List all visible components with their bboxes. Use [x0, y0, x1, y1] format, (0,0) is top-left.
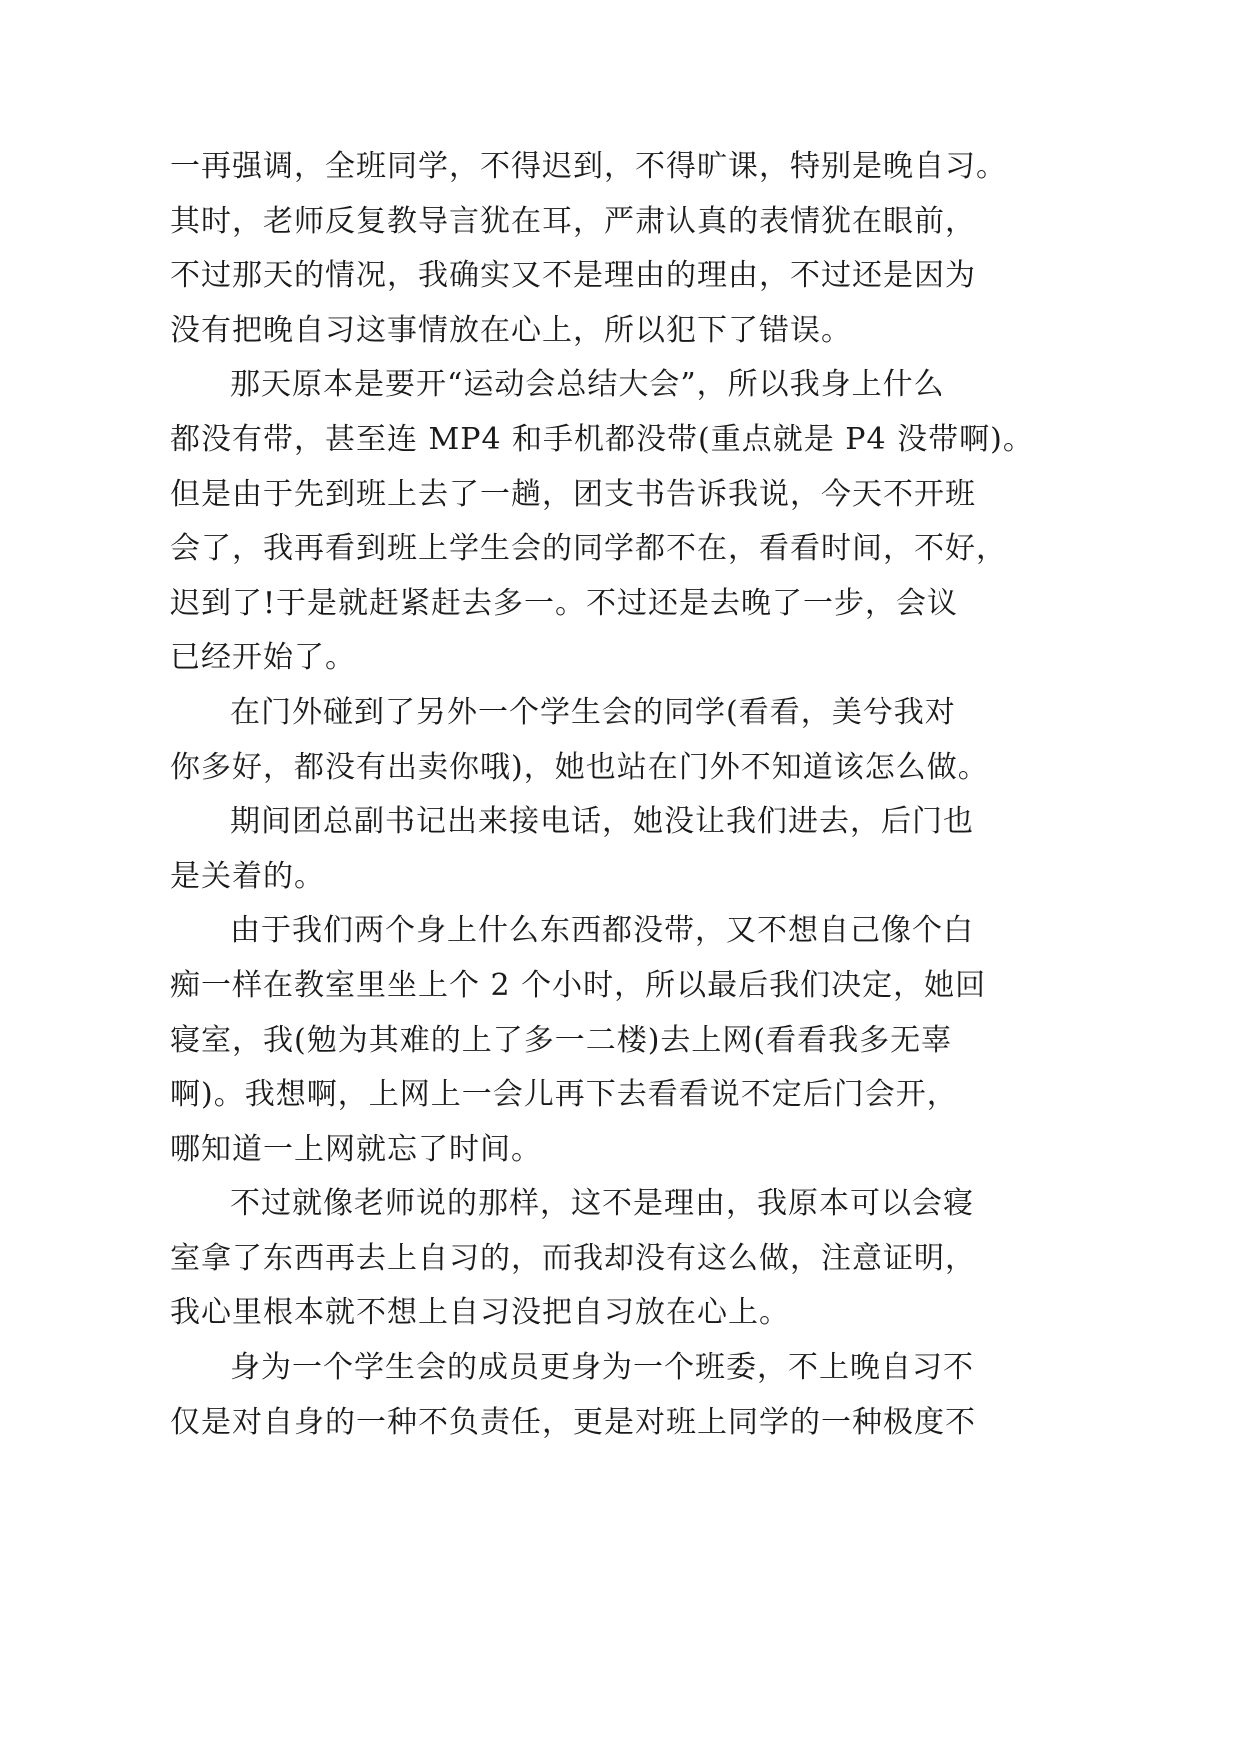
document-body [170, 140, 1034, 1450]
text-line: 是关着的。 [170, 858, 325, 894]
text-line: 其时，老师反复教导言犹在耳，严肃认真的表情犹在眼前， [170, 203, 976, 239]
text-line: 你多好，都没有出卖你哦)，她也站在门外不知道该怎么做。 [170, 749, 989, 785]
text-line: 痴一样在教室里坐上个 2 个小时，所以最后我们决定，她回 [170, 967, 987, 1003]
text-line: 会了，我再看到班上学生会的同学都不在，看看时间，不好， [170, 531, 1007, 567]
paragraph-first-line: 由于我们两个身上什么东西都没带，又不想自己像个白 [230, 913, 974, 949]
paragraph-first-line: 期间团总副书记出来接电话，她没让我们进去，后门也 [230, 804, 974, 840]
text-line: 但是由于先到班上去了一趟，团支书告诉我说，今天不开班 [170, 476, 976, 512]
text-line: 哪知道一上网就忘了时间。 [170, 1131, 542, 1167]
text-line: 啊)。我想啊，上网上一会儿再下去看看说不定后门会开， [170, 1077, 958, 1113]
text-line: 不过那天的情况，我确实又不是理由的理由，不过还是因为 [170, 258, 976, 294]
text-line: 一再强调，全班同学，不得迟到，不得旷课，特别是晚自习。 [170, 149, 1007, 184]
text-line: 仅是对自身的一种不负责任，更是对班上同学的一种极度不 [170, 1404, 976, 1440]
text-line: 我心里根本就不想上自习没把自习放在心上。 [170, 1295, 790, 1331]
text-line: 室拿了东西再去上自习的，而我却没有这么做，注意证明， [170, 1240, 976, 1276]
text-line: 迟到了!于是就赶紧赶去多一。不过还是去晚了一步，会议 [170, 585, 959, 621]
text-line: 没有把晚自习这事情放在心上，所以犯下了错误。 [170, 312, 852, 348]
paragraph-first-line: 不过就像老师说的那样，这不是理由，我原本可以会寝 [230, 1186, 974, 1222]
text-line: 都没有带，甚至连 MP4 和手机都没带(重点就是 P4 没带啊)。 [170, 421, 1034, 457]
text-line: 寝室，我(勉为其难的上了多一二楼)去上网(看看我多无辜 [170, 1022, 953, 1058]
paragraph-first-line: 在门外碰到了另外一个学生会的同学(看看，美兮我对 [230, 694, 956, 730]
paragraph-first-line: 那天原本是要开“运动会总结大会”，所以我身上什么 [230, 367, 945, 403]
text-line: 已经开始了。 [170, 640, 356, 676]
paragraph-first-line: 身为一个学生会的成员更身为一个班委，不上晚自习不 [230, 1350, 974, 1386]
